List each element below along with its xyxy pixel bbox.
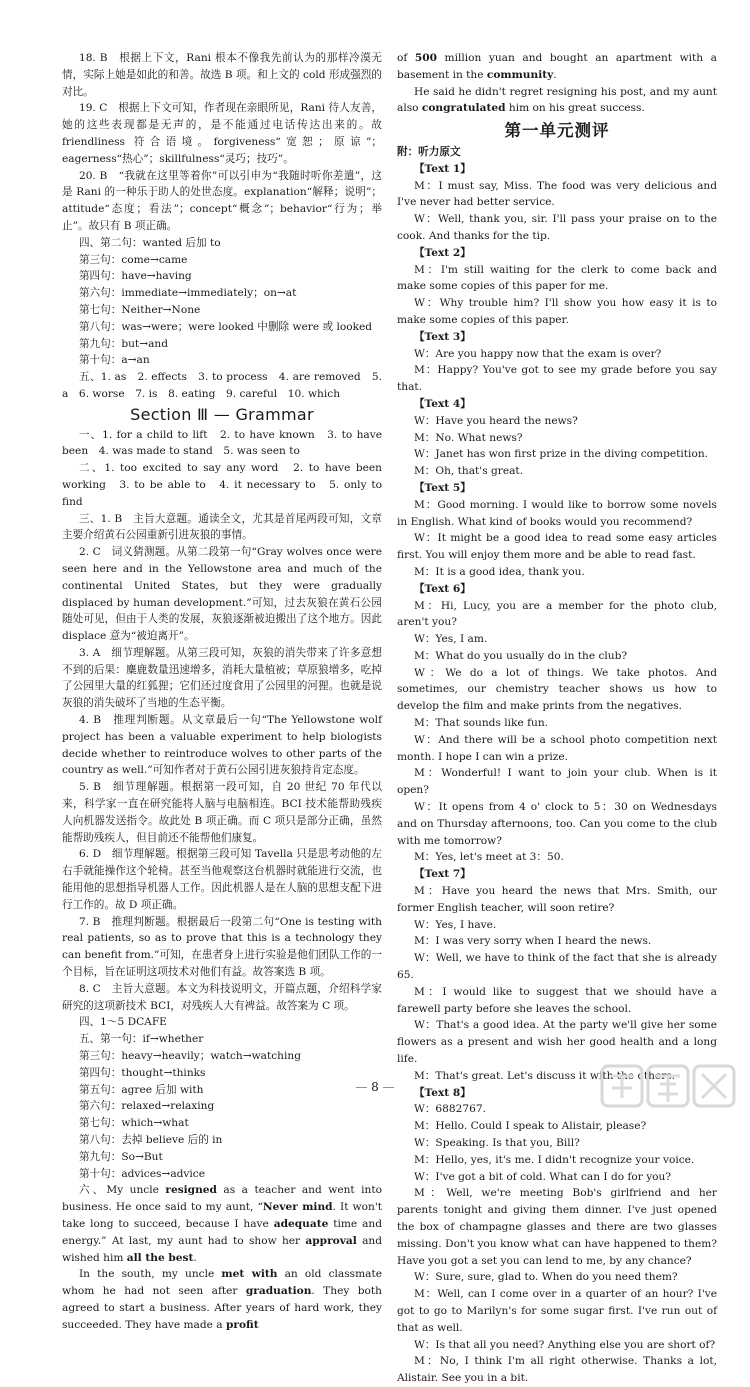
dialogue-line: W：Janet has won first prize in the diving competition. — [413, 448, 709, 461]
correction-line: 第三句：come→came — [78, 253, 188, 266]
dialogue-line: M：That sounds like fun. — [413, 717, 549, 730]
correction-line: 第九句：but→and — [78, 337, 168, 350]
dialogue-line: W：It might be a good idea to read some easy articles first. You will enjoy them more and be able to read fast. — [397, 532, 717, 562]
text-label: 【Text 4】 — [413, 397, 471, 410]
dialogue-line: W：I've got a bit of cold. What can I do for you? — [413, 1170, 672, 1183]
text-label: 【Text 2】 — [413, 246, 471, 259]
dialogue-line: W：Yes, I am. — [413, 633, 488, 646]
dialogue-line: W：Well, thank you, sir. I'll pass your praise on to the cook. And thanks for the tip. — [397, 213, 717, 242]
dialogue-line: M：Hi, Lucy, you are a member for the photo club, aren't you? — [397, 599, 717, 629]
reading-answer-1: 三、1. B 主旨大意题。通读全文，尤其是首尾两段可知，文章主要介绍黄石公园重新引进灰狼的事情。 — [62, 512, 382, 542]
dialogue-line: M：I must say, Miss. The food was very delicious and I've never had better service. — [397, 179, 717, 209]
dialogue-line: M：Well, we're meeting Bob's girlfriend and her parents tonight and giving them dinner. I've just opened the box of champagne glasses and there are two glasses missing. Don't you know what can have happened to them? Have you got a set you can lend to me, by any chance? — [397, 1187, 717, 1267]
appendix-label: 附：听力原文 — [397, 145, 461, 158]
grammar-part-2: 二、1. too excited to say any word 2. to have been working 3. to be able to 4. it necessary to 5. only to find — [62, 462, 382, 508]
dialogue-line: M：Oh, that's great. — [413, 465, 524, 478]
dialogue-line: M：No, I think I'm all right otherwise. Thanks a lot, Alistair. See you in a bit. — [397, 1355, 717, 1385]
dialogue-line: W：Well, we have to think of the fact that she is already 65. — [397, 952, 717, 982]
dialogue-line: W：Yes, I have. — [413, 918, 497, 931]
dialogue-line: M：Well, can I come over in a quarter of an hour? I've got to go to Marilyn's for some sugar first. I've run out of that as well. — [397, 1288, 717, 1334]
dialogue-line: M：Yes, let's meet at 3：50. — [413, 851, 564, 864]
correction-line: 第六句：immediate→immediately；on→at — [78, 287, 297, 300]
reading-answer-4: 4. B 推理判断题。从文章最后一句“The Yellowstone wolf project has been a valuable experiment to help biologists decide whether to reintroduce wolves to other parts of the country as well.”可知作者对于黄石公园引进灰狼持肯定态度。 — [62, 714, 382, 777]
section-heading: Section Ⅲ — Grammar — [130, 404, 314, 424]
correction-line: 第十句：advices→advice — [78, 1167, 205, 1180]
correction-line: 五、第一句：if→whether — [78, 1033, 204, 1046]
text-label: 【Text 6】 — [413, 582, 471, 595]
dialogue-line: M：No. What news? — [413, 431, 523, 444]
dialogue-line: W：6882767. — [413, 1103, 486, 1116]
reading-answer-7: 7. B 推理判断题。根据最后一段第二句“One is testing with real patients, so as to prove that this is a technology they can benefit from.”可知，在患者身上进行实验是他们团队工作的一个目标，旨在证明这项技术对他们有益。故答案选 B 项。 — [62, 915, 382, 979]
correction-line: 第六句：relaxed→relaxing — [78, 1100, 215, 1113]
story-continuation: of 500 million yuan and bought an apartment with a basement in the community. — [397, 52, 717, 81]
watermark-stamp-icon — [600, 1062, 740, 1110]
story-paragraph-3: He said he didn't regret resigning his post, and my aunt also congratulated him on his great success. — [397, 85, 717, 115]
dialogue-line: M：I'm still waiting for the clerk to come back and make some copies of this paper for me. — [397, 263, 717, 293]
text-label: 【Text 3】 — [413, 330, 471, 343]
dialogue-line: W：We do a lot of things. We take photos. And sometimes, our chemistry teacher shows us how to develop the film and make prints from the negatives. — [397, 666, 717, 713]
correction-line: 第四句：have→having — [78, 270, 192, 283]
dialogue-line: M：That's great. Let's discuss it with the others. — [413, 1069, 676, 1082]
reading-answer-6: 6. D 细节理解题。根据第三段可知 Tavella 只是思考动他的左右手就能操作这个轮椅。甚至当他观察这台机器时就能进行交流，也能用他的思想指导机器人工作。因此机器人是在人脑的思想支配下进行工作的。故 D 项正确。 — [62, 848, 382, 911]
dialogue-line: M：Good morning. I would like to borrow some novels in English. What kind of books would you recommend? — [397, 498, 717, 528]
answer-20: 20. B “我就在这里等着你”可以引申为“我随时听你差遣”，这是 Rani 的一种乐于助人的处世态度。explanation“解释；说明”；attitude“态度；看法”；concept“概念”；behavior“行为；举止”。故只有 B 项正确。 — [62, 169, 382, 232]
correction-line: 第五句：agree 后加 with — [78, 1083, 204, 1096]
story-paragraph-1: 六、My uncle resigned as a teacher and went into business. He once said to my aunt, “Never mind. It won't take long to succeed, because I have adequate time and energy.” At last, my aunt had to show her approval and wished him all the best. — [62, 1184, 383, 1264]
right-column — [397, 50, 717, 1387]
correction-line: 第七句：which→what — [78, 1117, 189, 1130]
dialogue-line: W：Are you happy now that the exam is over? — [413, 347, 662, 360]
text-label: 【Text 7】 — [413, 868, 471, 881]
correction-line: 第八句：was→were；were looked 中删除 were 或 looked — [78, 320, 373, 333]
reading-answer-3: 3. A 细节理解题。从第三段可知，灰狼的消失带来了许多意想不到的后果：麋鹿数量迅速增多，消耗大量植被；草原狼增多，吃掉了公园里大量的红狐狸；它们还过度食用了公园里的河狸。也就是说灰狼的消失破坏了当地的生态平衡。 — [62, 646, 382, 710]
correction-line: 四、第二句：wanted 后加 to — [78, 236, 221, 249]
text-label: 【Text 5】 — [413, 481, 471, 494]
correction-line: 第十句：a→an — [78, 354, 150, 367]
dialogue-line: M：It is a good idea, thank you. — [413, 565, 585, 578]
matching-answers: 四、1～5 DCAFE — [78, 1016, 167, 1029]
dialogue-line: M：Have you heard the news that Mrs. Smith, our former English teacher, will soon retire? — [397, 885, 717, 914]
reading-answer-2: 2. C 词义猜测题。从第二段第一句“Gray wolves once were seen here and in the Yellowstone area and much of the continental United States, but they were gradually displaced by human development.”可知，过去灰狼在黄石公园随处可见，但由于人类的发展，灰狼逐渐被迫搬出了这个地方。因此 displace 意为“被迫离开”。 — [62, 546, 382, 643]
page-number: — 8 — — [355, 1080, 395, 1094]
text-label: 【Text 8】 — [413, 1086, 471, 1099]
answer-19: 19. C 根据上下文可知，作者现在亲眼所见，Rani 待人友善，她的这些表现都是无声的，是不能通过电话传达出来的。故 friendliness 符合语境。forgiveness“宽恕；原谅”；eagerness“热心”；skillfulness“灵巧；技巧”。 — [62, 102, 382, 165]
reading-answer-8: 8. C 主旨大意题。本文为科技说明文，开篇点题，介绍科学家研究的这项新技术 BCI，对残疾人大有裨益。故答案为 C 项。 — [62, 982, 382, 1012]
dialogue-line: W：That's a good idea. At the party we'll give her some flowers as a present and wish her good health and a long life. — [397, 1019, 717, 1066]
dialogue-line: W：Have you heard the news? — [413, 414, 578, 427]
dialogue-line: W：And there will be a school photo competition next month. I hope I can win a prize. — [397, 733, 717, 763]
unit-title: 第一单元测评 — [504, 121, 610, 141]
story-paragraph-2: In the south, my uncle met with an old classmate whom he had not seen after graduation. They both agreed to start a business. After years of hard work, they succeeded. They have made a profit — [62, 1268, 382, 1331]
correction-line: 第八句：去掉 believe 后的 in — [78, 1134, 223, 1146]
dialogue-line: W：Speaking. Is that you, Bill? — [413, 1137, 580, 1149]
fill-blank-answers: 五、1. as 2. effects 3. to process 4. are removed 5. a 6. worse 7. is 8. eating 9. careful 10. which — [62, 371, 382, 400]
dialogue-line: M：Hello, yes, it's me. I didn't recognize your voice. — [413, 1153, 695, 1166]
correction-line: 第三句：heavy→heavily；watch→watching — [78, 1050, 301, 1063]
dialogue-line: W：Sure, sure, glad to. When do you need them? — [413, 1271, 678, 1284]
dialogue-line: M：I would like to suggest that we should have a farewell party before she leaves the school. — [397, 985, 717, 1015]
correction-line: 第七句：Neither→None — [78, 303, 201, 316]
correction-line: 第四句：thought→thinks — [78, 1066, 206, 1079]
dialogue-line: M：Wonderful! I want to join your club. When is it open? — [397, 767, 717, 797]
answer-18: 18. B 根据上下文，Rani 根本不像我先前认为的那样冷漠无情，实际上她是如此的和善。故选 B 项。和上文的 cold 形成强烈的对比。 — [62, 52, 382, 98]
left-column — [62, 50, 382, 1334]
dialogue-line: M：Hello. Could I speak to Alistair, please? — [413, 1120, 647, 1133]
dialogue-line: M：Happy? You've got to see my grade before you say that. — [397, 364, 717, 394]
correction-line: 第九句：So→But — [78, 1150, 163, 1163]
reading-answer-5: 5. B 细节理解题。根据第一段可知，自 20 世纪 70 年代以来，科学家一直在研究能将人脑与电脑相连。BCI 技术能帮助残疾人向机器发送指令。故此处 B 项正确。而 C 项只是部分正确，虽然能帮助残疾人，但目前还不能帮他们康复。 — [62, 781, 382, 844]
dialogue-line: W：Why trouble him? I'll show you how easy it is to make some copies of this paper. — [397, 297, 717, 326]
dialogue-line: M：What do you usually do in the club? — [413, 649, 628, 662]
dialogue-line: W：It opens from 4 o' clock to 5：30 on Wednesdays and on Thursday afternoons, too. Can you come to the club with me tomorrow? — [397, 801, 717, 847]
dialogue-line: W：Is that all you need? Anything else you are short of? — [413, 1338, 716, 1351]
text-label: 【Text 1】 — [413, 162, 471, 175]
dialogue-line: M：I was very sorry when I heard the news. — [413, 935, 652, 948]
grammar-part-1: 一、1. for a child to lift 2. to have known 3. to have been 4. was made to stand 5. was seen to — [62, 428, 382, 458]
